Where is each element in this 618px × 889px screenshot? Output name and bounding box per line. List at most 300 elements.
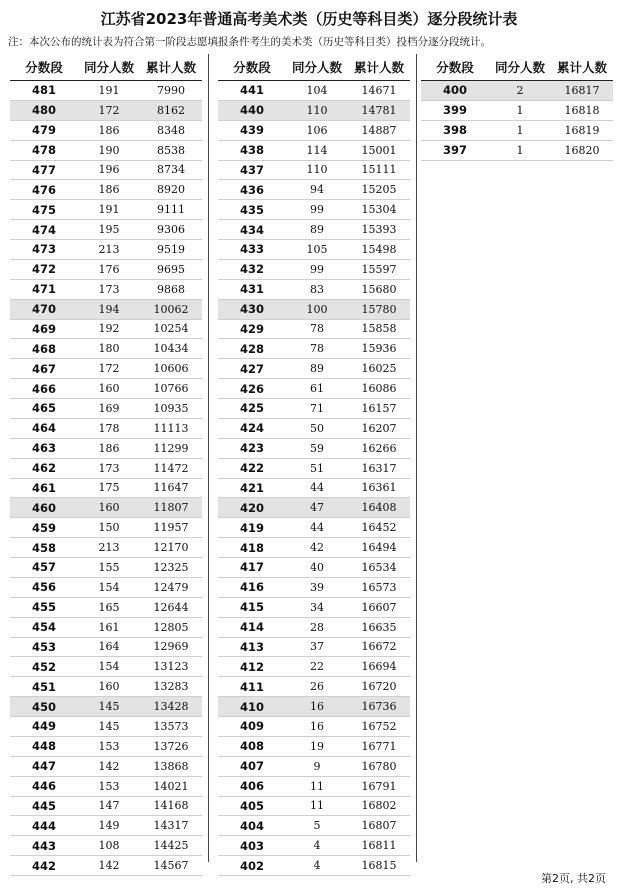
header-score: 分数段 xyxy=(25,60,63,75)
cumulative-cell: 16607 xyxy=(361,600,397,614)
same-count-cell: 165 xyxy=(98,600,120,614)
cumulative-cell: 16672 xyxy=(361,640,397,654)
same-count-cell: 37 xyxy=(310,640,324,654)
same-count-cell: 1 xyxy=(516,103,524,117)
header-same-count: 同分人数 xyxy=(83,60,134,75)
table-block-2 xyxy=(218,54,410,876)
same-count-cell: 51 xyxy=(310,461,324,475)
cumulative-cell: 8162 xyxy=(157,103,185,117)
table-row xyxy=(10,657,202,677)
cumulative-cell: 16819 xyxy=(564,123,600,137)
score-cell: 424 xyxy=(239,421,264,436)
same-count-cell: 108 xyxy=(98,839,120,853)
same-count-cell: 47 xyxy=(310,501,324,515)
same-count-cell: 195 xyxy=(98,223,120,237)
table-row xyxy=(10,260,202,280)
score-cell: 478 xyxy=(31,143,56,158)
score-cell: 458 xyxy=(31,540,56,555)
table-row xyxy=(218,836,410,856)
table-row xyxy=(218,677,410,697)
cumulative-cell: 16207 xyxy=(361,421,397,435)
same-count-cell: 154 xyxy=(98,580,120,594)
score-cell: 403 xyxy=(239,838,264,853)
table-row xyxy=(10,439,202,459)
same-count-cell: 39 xyxy=(310,580,324,594)
table-row xyxy=(10,180,202,200)
table-row xyxy=(218,220,410,240)
table-row xyxy=(218,439,410,459)
table-block-3 xyxy=(421,54,613,161)
same-count-cell: 1 xyxy=(516,123,524,137)
same-count-cell: 153 xyxy=(98,779,120,793)
same-count-cell: 213 xyxy=(98,541,120,555)
score-cell: 414 xyxy=(239,620,264,635)
score-cell: 415 xyxy=(239,600,264,615)
same-count-cell: 5 xyxy=(313,819,321,833)
table-row xyxy=(218,578,410,598)
cumulative-cell: 7990 xyxy=(157,83,185,97)
cumulative-cell: 16820 xyxy=(564,143,600,157)
page-footer: 第2页, 共2页 xyxy=(541,872,606,885)
score-cell: 454 xyxy=(31,620,56,635)
table-row xyxy=(10,479,202,499)
score-cell: 464 xyxy=(31,421,56,436)
score-cell: 399 xyxy=(442,103,467,118)
cumulative-cell: 8734 xyxy=(157,163,185,177)
same-count-cell: 22 xyxy=(310,660,324,674)
table-row xyxy=(218,737,410,757)
table-row xyxy=(218,697,410,717)
score-cell: 413 xyxy=(239,639,264,654)
header-cumulative: 累计人数 xyxy=(556,60,607,75)
same-count-cell: 173 xyxy=(98,282,120,296)
score-cell: 477 xyxy=(31,162,56,177)
cumulative-cell: 16266 xyxy=(361,441,397,455)
same-count-cell: 42 xyxy=(310,541,324,555)
cumulative-cell: 14317 xyxy=(153,819,189,833)
same-count-cell: 196 xyxy=(98,163,120,177)
cumulative-cell: 13573 xyxy=(153,719,189,733)
table-row xyxy=(10,797,202,817)
table-row xyxy=(10,320,202,340)
score-cell: 419 xyxy=(239,520,264,535)
score-cell: 440 xyxy=(239,103,264,118)
score-cell: 431 xyxy=(239,282,264,297)
same-count-cell: 106 xyxy=(306,123,328,137)
score-cell: 472 xyxy=(31,262,56,277)
table-row xyxy=(218,320,410,340)
cumulative-cell: 12170 xyxy=(153,541,189,555)
score-cell: 468 xyxy=(31,341,56,356)
cumulative-cell: 12805 xyxy=(153,620,189,634)
table-row xyxy=(218,558,410,578)
cumulative-cell: 8920 xyxy=(157,183,185,197)
cumulative-cell: 13428 xyxy=(153,700,189,714)
score-cell: 438 xyxy=(239,143,264,158)
cumulative-cell: 10935 xyxy=(153,401,189,415)
same-count-cell: 19 xyxy=(310,739,324,753)
score-cell: 447 xyxy=(31,759,56,774)
header-score: 分数段 xyxy=(233,60,271,75)
score-cell: 459 xyxy=(31,520,56,535)
cumulative-cell: 14425 xyxy=(153,839,189,853)
cumulative-cell: 8538 xyxy=(157,143,185,157)
score-cell: 467 xyxy=(31,361,56,376)
score-cell: 420 xyxy=(239,500,264,515)
cumulative-cell: 10606 xyxy=(153,362,189,376)
same-count-cell: 145 xyxy=(98,700,120,714)
cumulative-cell: 15111 xyxy=(361,163,397,177)
same-count-cell: 40 xyxy=(310,560,324,574)
table-row xyxy=(10,717,202,737)
score-cell: 455 xyxy=(31,600,56,615)
same-count-cell: 149 xyxy=(98,819,120,833)
cumulative-cell: 11113 xyxy=(153,421,189,435)
cumulative-cell: 11299 xyxy=(153,441,189,455)
cumulative-cell: 11807 xyxy=(153,501,189,515)
score-cell: 400 xyxy=(442,83,467,98)
cumulative-cell: 16452 xyxy=(361,521,397,535)
cumulative-cell: 13283 xyxy=(153,680,189,694)
cumulative-cell: 16361 xyxy=(361,481,397,495)
same-count-cell: 147 xyxy=(98,799,120,813)
cumulative-cell: 16771 xyxy=(361,739,397,753)
table-row xyxy=(218,260,410,280)
table-row xyxy=(10,141,202,161)
table-row xyxy=(10,737,202,757)
cumulative-cell: 16811 xyxy=(361,839,397,853)
table-row xyxy=(10,220,202,240)
score-cell: 405 xyxy=(239,798,264,813)
score-cell: 471 xyxy=(31,282,56,297)
cumulative-cell: 16635 xyxy=(361,620,397,634)
table-row xyxy=(10,300,202,320)
table-row xyxy=(10,459,202,479)
cumulative-cell: 15498 xyxy=(361,242,397,256)
table-row xyxy=(218,518,410,538)
score-cell: 407 xyxy=(239,759,264,774)
cumulative-cell: 13726 xyxy=(153,739,189,753)
header-same-count: 同分人数 xyxy=(494,60,545,75)
score-cell: 434 xyxy=(239,222,264,237)
same-count-cell: 172 xyxy=(98,362,120,376)
table-row xyxy=(218,280,410,300)
cumulative-cell: 15205 xyxy=(361,183,397,197)
table-row xyxy=(218,200,410,220)
same-count-cell: 169 xyxy=(98,401,120,415)
same-count-cell: 34 xyxy=(310,600,324,614)
same-count-cell: 191 xyxy=(98,83,120,97)
table-row xyxy=(218,180,410,200)
same-count-cell: 173 xyxy=(98,461,120,475)
score-cell: 412 xyxy=(239,659,264,674)
table-row xyxy=(10,697,202,717)
score-cell: 418 xyxy=(239,540,264,555)
same-count-cell: 44 xyxy=(310,481,324,495)
score-cell: 427 xyxy=(239,361,264,376)
same-count-cell: 186 xyxy=(98,441,120,455)
cumulative-cell: 16802 xyxy=(361,799,397,813)
same-count-cell: 11 xyxy=(310,779,324,793)
score-cell: 463 xyxy=(31,441,56,456)
same-count-cell: 99 xyxy=(310,262,324,276)
cumulative-cell: 8348 xyxy=(157,123,185,137)
table-row xyxy=(218,598,410,618)
table-row xyxy=(10,101,202,121)
score-cell: 480 xyxy=(31,103,56,118)
same-count-cell: 176 xyxy=(98,262,120,276)
score-cell: 460 xyxy=(31,500,56,515)
score-cell: 475 xyxy=(31,202,56,217)
score-cell: 430 xyxy=(239,302,264,317)
table-row xyxy=(421,121,613,141)
score-cell: 465 xyxy=(31,401,56,416)
cumulative-cell: 16317 xyxy=(361,461,397,475)
table-row xyxy=(10,498,202,518)
score-cell: 449 xyxy=(31,719,56,734)
table-row xyxy=(10,161,202,181)
table-row xyxy=(218,479,410,499)
same-count-cell: 26 xyxy=(310,680,324,694)
score-cell: 474 xyxy=(31,222,56,237)
table-block-1 xyxy=(10,54,202,876)
score-cell: 429 xyxy=(239,321,264,336)
same-count-cell: 155 xyxy=(98,560,120,574)
same-count-cell: 191 xyxy=(98,203,120,217)
table-row xyxy=(10,578,202,598)
score-cell: 448 xyxy=(31,739,56,754)
same-count-cell: 180 xyxy=(98,342,120,356)
score-cell: 397 xyxy=(442,143,467,158)
same-count-cell: 190 xyxy=(98,143,120,157)
same-count-cell: 44 xyxy=(310,521,324,535)
cumulative-cell: 16807 xyxy=(361,819,397,833)
table-row xyxy=(218,399,410,419)
score-cell: 417 xyxy=(239,560,264,575)
cumulative-cell: 16534 xyxy=(361,560,397,574)
score-cell: 409 xyxy=(239,719,264,734)
same-count-cell: 16 xyxy=(310,700,324,714)
score-cell: 402 xyxy=(239,858,264,873)
same-count-cell: 142 xyxy=(98,859,120,873)
same-count-cell: 83 xyxy=(310,282,324,296)
cumulative-cell: 12969 xyxy=(153,640,189,654)
cumulative-cell: 14671 xyxy=(361,83,397,97)
score-cell: 446 xyxy=(31,779,56,794)
cumulative-cell: 9868 xyxy=(157,282,185,296)
cumulative-cell: 16815 xyxy=(361,859,397,873)
cumulative-cell: 15304 xyxy=(361,203,397,217)
score-cell: 422 xyxy=(239,461,264,476)
same-count-cell: 145 xyxy=(98,719,120,733)
cumulative-cell: 10062 xyxy=(153,302,189,316)
score-cell: 435 xyxy=(239,202,264,217)
table-row xyxy=(10,81,202,101)
cumulative-cell: 16025 xyxy=(361,362,397,376)
table-row xyxy=(218,498,410,518)
score-cell: 452 xyxy=(31,659,56,674)
score-cell: 426 xyxy=(239,381,264,396)
table-row xyxy=(218,459,410,479)
table-row xyxy=(10,836,202,856)
cumulative-cell: 16780 xyxy=(361,759,397,773)
cumulative-cell: 16736 xyxy=(361,700,397,714)
table-row xyxy=(218,240,410,260)
cumulative-cell: 12644 xyxy=(153,600,189,614)
same-count-cell: 154 xyxy=(98,660,120,674)
score-cell: 469 xyxy=(31,321,56,336)
cumulative-cell: 16157 xyxy=(361,401,397,415)
same-count-cell: 94 xyxy=(310,183,324,197)
cumulative-cell: 14567 xyxy=(153,859,189,873)
same-count-cell: 59 xyxy=(310,441,324,455)
cumulative-cell: 9306 xyxy=(157,223,185,237)
same-count-cell: 178 xyxy=(98,421,120,435)
table-row xyxy=(218,638,410,658)
score-cell: 416 xyxy=(239,580,264,595)
same-count-cell: 105 xyxy=(306,242,328,256)
score-cell: 466 xyxy=(31,381,56,396)
cumulative-cell: 16573 xyxy=(361,580,397,594)
score-cell: 411 xyxy=(239,679,264,694)
same-count-cell: 110 xyxy=(306,103,328,117)
table-row xyxy=(421,101,613,121)
same-count-cell: 50 xyxy=(310,421,324,435)
cumulative-cell: 16791 xyxy=(361,779,397,793)
same-count-cell: 1 xyxy=(516,143,524,157)
header-cumulative: 累计人数 xyxy=(145,60,196,75)
same-count-cell: 100 xyxy=(306,302,328,316)
same-count-cell: 110 xyxy=(306,163,328,177)
table-row xyxy=(218,816,410,836)
same-count-cell: 186 xyxy=(98,183,120,197)
cumulative-cell: 15936 xyxy=(361,342,397,356)
score-cell: 453 xyxy=(31,639,56,654)
table-row xyxy=(218,81,410,101)
table-header xyxy=(10,54,202,81)
cumulative-cell: 15858 xyxy=(361,322,397,336)
table-row xyxy=(10,419,202,439)
same-count-cell: 164 xyxy=(98,640,120,654)
table-row xyxy=(10,638,202,658)
column-divider xyxy=(416,54,417,862)
cumulative-cell: 9519 xyxy=(157,242,185,256)
same-count-cell: 160 xyxy=(98,382,120,396)
header-cumulative: 累计人数 xyxy=(353,60,404,75)
score-cell: 457 xyxy=(31,560,56,575)
score-cell: 421 xyxy=(239,480,264,495)
table-row xyxy=(10,379,202,399)
score-cell: 437 xyxy=(239,162,264,177)
table-row xyxy=(10,280,202,300)
same-count-cell: 104 xyxy=(306,83,328,97)
score-cell: 473 xyxy=(31,242,56,257)
score-cell: 433 xyxy=(239,242,264,257)
same-count-cell: 28 xyxy=(310,620,324,634)
score-cell: 408 xyxy=(239,739,264,754)
table-row xyxy=(218,618,410,638)
same-count-cell: 4 xyxy=(313,859,321,873)
score-cell: 444 xyxy=(31,818,56,833)
table-row xyxy=(10,856,202,876)
score-cell: 436 xyxy=(239,182,264,197)
cumulative-cell: 9695 xyxy=(157,262,185,276)
table-row xyxy=(218,657,410,677)
cumulative-cell: 16086 xyxy=(361,382,397,396)
same-count-cell: 89 xyxy=(310,362,324,376)
score-cell: 432 xyxy=(239,262,264,277)
cumulative-cell: 14168 xyxy=(153,799,189,813)
cumulative-cell: 15680 xyxy=(361,282,397,296)
same-count-cell: 161 xyxy=(98,620,120,634)
header-score: 分数段 xyxy=(436,60,474,75)
table-row xyxy=(10,677,202,697)
score-cell: 404 xyxy=(239,818,264,833)
table-row xyxy=(10,121,202,141)
table-header xyxy=(218,54,410,81)
table-row xyxy=(218,339,410,359)
score-cell: 439 xyxy=(239,123,264,138)
same-count-cell: 16 xyxy=(310,719,324,733)
cumulative-cell: 10766 xyxy=(153,382,189,396)
table-row xyxy=(10,598,202,618)
score-cell: 406 xyxy=(239,779,264,794)
same-count-cell: 78 xyxy=(310,322,324,336)
table-row xyxy=(218,797,410,817)
table-row xyxy=(10,518,202,538)
table-row xyxy=(10,538,202,558)
score-cell: 470 xyxy=(31,302,56,317)
score-cell: 451 xyxy=(31,679,56,694)
same-count-cell: 78 xyxy=(310,342,324,356)
cumulative-cell: 11647 xyxy=(153,481,189,495)
table-row xyxy=(218,379,410,399)
table-row xyxy=(218,300,410,320)
score-cell: 423 xyxy=(239,441,264,456)
cumulative-cell: 16408 xyxy=(361,501,397,515)
cumulative-cell: 14021 xyxy=(153,779,189,793)
cumulative-cell: 13868 xyxy=(153,759,189,773)
score-cell: 481 xyxy=(31,83,56,98)
table-note: 注：本次公布的统计表为符合第一阶段志愿填报条件考生的美术类（历史等科目类）投档分逐分段统计。 xyxy=(8,36,491,48)
score-cell: 443 xyxy=(31,838,56,853)
score-cell: 398 xyxy=(442,123,467,138)
table-row xyxy=(10,618,202,638)
header-same-count: 同分人数 xyxy=(291,60,342,75)
table-row xyxy=(218,121,410,141)
score-cell: 461 xyxy=(31,480,56,495)
table-row xyxy=(10,339,202,359)
cumulative-cell: 16817 xyxy=(564,83,600,97)
cumulative-cell: 12325 xyxy=(153,560,189,574)
score-cell: 441 xyxy=(239,83,264,98)
cumulative-cell: 16720 xyxy=(361,680,397,694)
same-count-cell: 71 xyxy=(310,401,324,415)
score-cell: 476 xyxy=(31,182,56,197)
same-count-cell: 114 xyxy=(306,143,328,157)
cumulative-cell: 15393 xyxy=(361,223,397,237)
same-count-cell: 4 xyxy=(313,839,321,853)
same-count-cell: 61 xyxy=(310,382,324,396)
table-row xyxy=(10,777,202,797)
score-cell: 462 xyxy=(31,461,56,476)
same-count-cell: 160 xyxy=(98,501,120,515)
column-divider xyxy=(208,54,209,862)
same-count-cell: 99 xyxy=(310,203,324,217)
table-row xyxy=(218,359,410,379)
score-cell: 442 xyxy=(31,858,56,873)
score-cell: 450 xyxy=(31,699,56,714)
